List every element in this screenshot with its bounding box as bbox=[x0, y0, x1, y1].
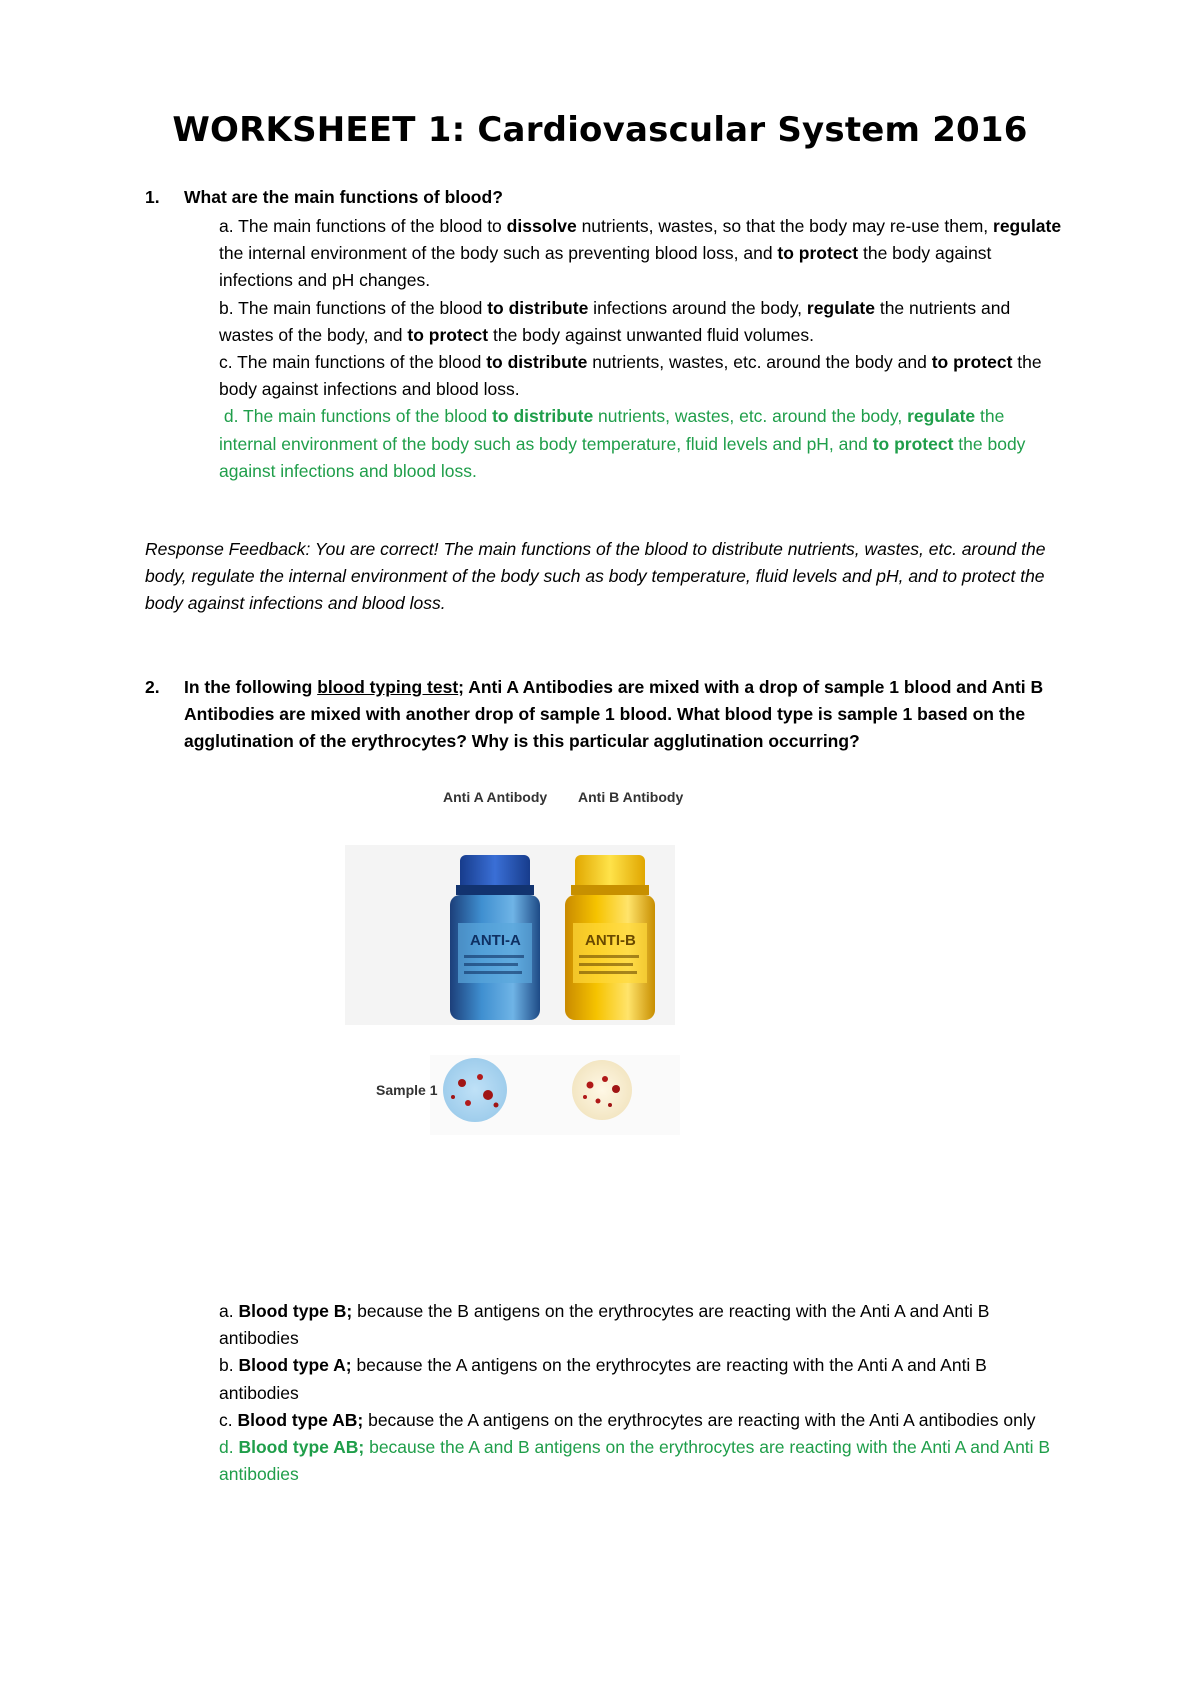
question-1 bbox=[145, 184, 1060, 211]
question-2 bbox=[145, 674, 1060, 755]
option-c: c. The main functions of the blood to distribute nutrients, wastes, etc. around the body and to protect the body against infections and blood loss. bbox=[219, 352, 1042, 400]
page-title: WORKSHEET 1: Cardiovascular System 2016 bbox=[172, 110, 1028, 150]
option-a: a. The main functions of the blood to dissolve nutrients, wastes, so that the body may re-use them, regulate the internal environment of the body such as preventing blood loss, and to protect the body against infections and pH changes. bbox=[219, 216, 1062, 291]
vial-a-label: ANTI-A bbox=[470, 932, 521, 949]
option-b: b. The main functions of the blood to distribute infections around the body, regulate the nutrients and wastes of the body, and to protect the body against unwanted fluid volumes. bbox=[219, 297, 1011, 345]
option-c: c. Blood type AB; because the A antigens on the erythrocytes are reacting with the Anti A antibodies only bbox=[219, 1409, 1036, 1430]
question-number: 1. bbox=[145, 187, 160, 207]
blood-typing-figure bbox=[340, 789, 730, 1140]
anti-b-label: Anti B Antibody bbox=[578, 789, 684, 805]
option-d-correct: d. The main functions of the blood to distribute nutrients, wastes, etc. around the body, regulate the internal environment of the body such as body temperature, fluid levels and pH, and to protect the body against infections and blood loss. bbox=[219, 406, 1026, 481]
sample-1-label: Sample 1 bbox=[376, 1082, 438, 1098]
anti-a-vial bbox=[450, 855, 540, 1020]
question-text: In the following blood typing test; Anti A Antibodies are mixed with a drop of sample 1 blood and Anti B Antibodies are mixed with another drop of sample 1 blood. What blood type is sample 1 based on the agglutination of the erythrocytes? Why is this particular agglutination occurring? bbox=[184, 677, 1044, 751]
question-number: 2. bbox=[145, 677, 160, 697]
sample-1-anti-a-drop bbox=[443, 1058, 507, 1122]
question-2-options bbox=[219, 1298, 1064, 1488]
vial-b-label: ANTI-B bbox=[585, 932, 636, 949]
option-b: b. Blood type A; because the A antigens on the erythrocytes are reacting with the Anti A and Anti B antibodies bbox=[219, 1355, 987, 1403]
sample-1-anti-b-drop bbox=[572, 1060, 632, 1120]
question-text: What are the main functions of blood? bbox=[184, 187, 503, 207]
response-feedback: Response Feedback: You are correct! The main functions of the blood to distribute nutrients, wastes, etc. around the body, regulate the internal environment of the body such as body temperature, fluid levels and pH, and to protect the body against infections and blood loss. bbox=[145, 539, 1046, 613]
option-d-correct: d. Blood type AB; because the A and B antigens on the erythrocytes are reacting with the Anti A and Anti B antibodies bbox=[219, 1437, 1051, 1485]
blood-typing-test-link: blood typing test bbox=[317, 677, 459, 697]
anti-b-vial bbox=[565, 855, 655, 1020]
anti-a-label: Anti A Antibody bbox=[443, 789, 548, 805]
question-1-options bbox=[219, 213, 1064, 485]
option-a: a. Blood type B; because the B antigens on the erythrocytes are reacting with the Anti A and Anti B antibodies bbox=[219, 1301, 990, 1349]
